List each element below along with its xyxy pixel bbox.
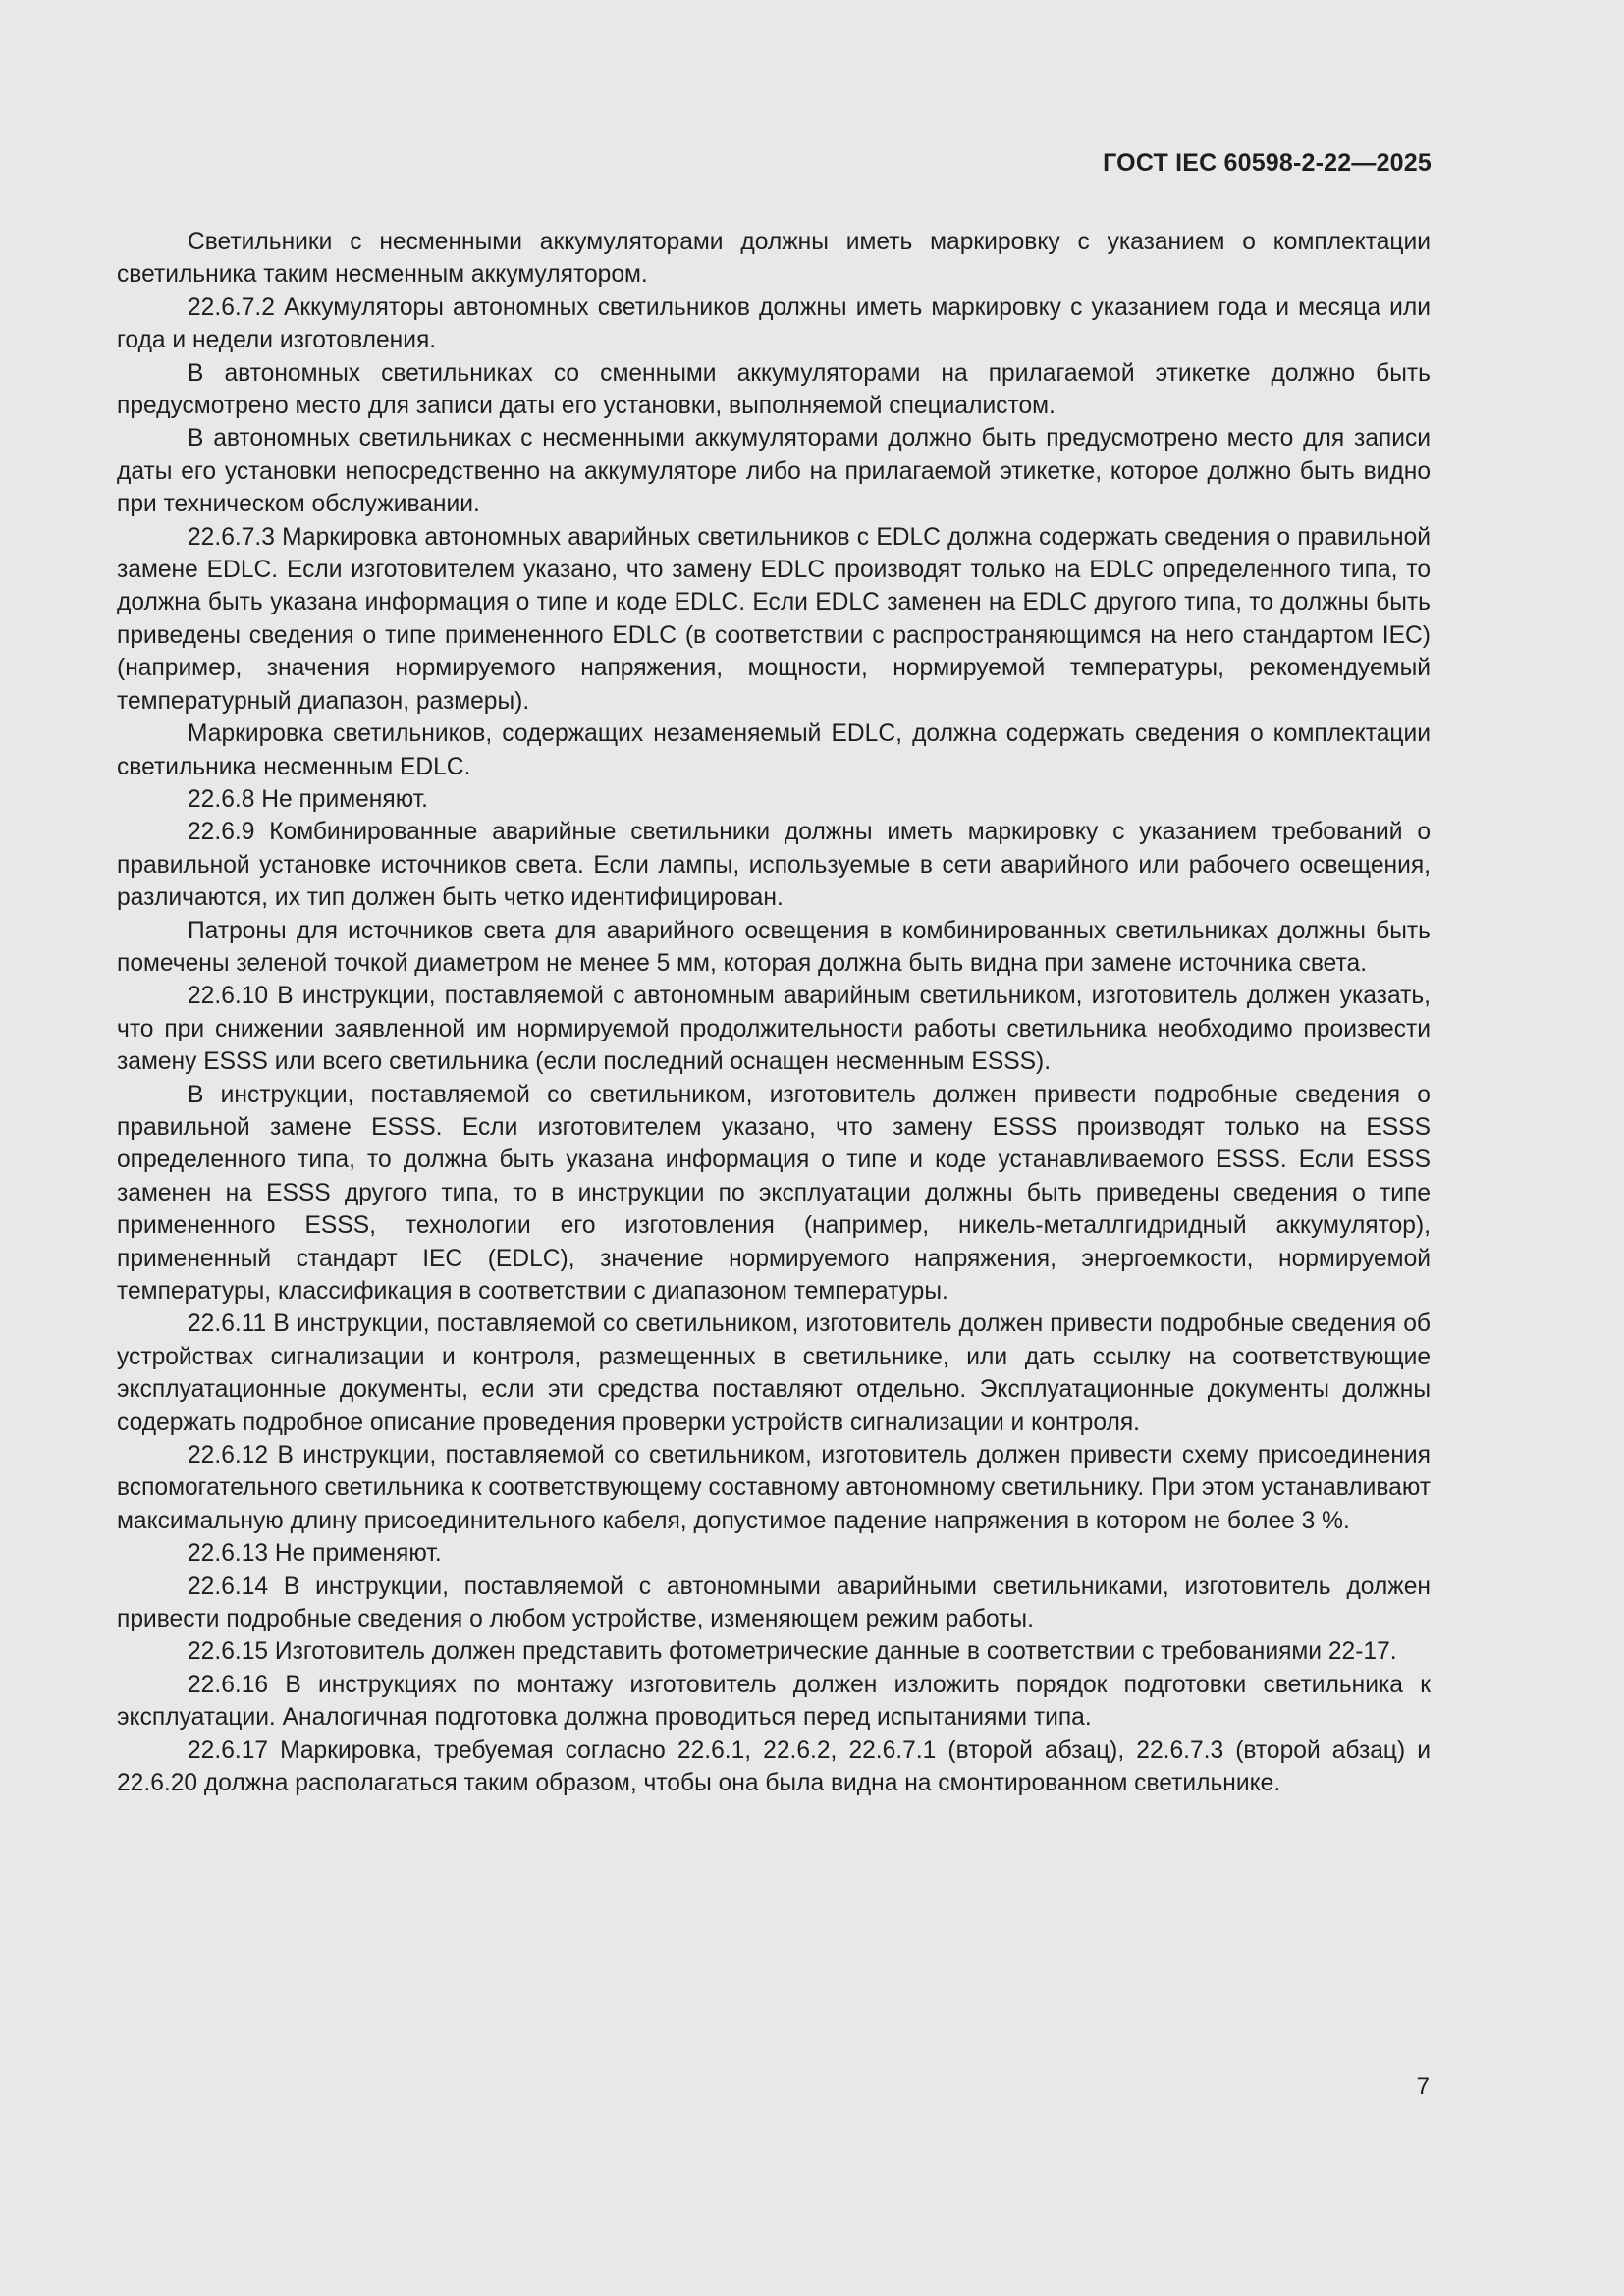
paragraph: 22.6.13 Не применяют. xyxy=(188,1540,442,1568)
paragraph: 22.6.16 В инструкциях по монтажу изготовитель должен изложить порядок подготовки светильника к эксплуатации. Аналогичная подготовка должна проводиться перед испытаниями типа. xyxy=(117,1671,1431,1732)
document-header: ГОСТ IEC 60598-2-22—2025 xyxy=(1103,149,1432,177)
paragraph: В инструкции, поставляемой со светильником, изготовитель должен привести подробные сведения о правильной замене ESSS. Если изготовителем указано, что замену ESSS производят только на ESSS определенного типа, то должна быть указана информация о типе и коде устанавливаемого ESSS. Если ESSS заменен на ESSS другого типа, то в инструкции по эксплуатации должны быть приведены сведения о типе примененного ESSS, технологии его изготовления (например, никель-металлгидридный аккумулятор), примененный стандарт IEC (EDLC), значение нормируемого напряжения, энергоемкости, нормируемой температуры, классификация в соответствии с диапазоном температуры. xyxy=(117,1081,1431,1305)
paragraph: 22.6.7.3 Маркировка автономных аварийных светильников с EDLC должна содержать сведения о правильной замене EDLC. Если изготовителем указано, что замену EDLC производят только на EDLC определенного типа, то должна быть указана информация о типе и коде EDLC. Если EDLC заменен на EDLC другого типа, то должны быть приведены сведения о типе примененного EDLC (в соответствии с распространяющимся на него стандартом IEC) (например, значения нормируемого напряжения, мощности, нормируемой температуры, рекомендуемый температурный диапазон, размеры). xyxy=(117,523,1431,715)
paragraph: 22.6.14 В инструкции, поставляемой с автономными аварийными светильниками, изготовитель должен привести подробные сведения о любом устройстве, изменяющем режим работы. xyxy=(117,1573,1431,1633)
paragraph: Светильники с несменными аккумуляторами должны иметь маркировку с указанием о комплектации светильника таким несменным аккумулятором. xyxy=(117,229,1431,289)
paragraph: 22.6.7.2 Аккумуляторы автономных светильников должны иметь маркировку с указанием года и месяца или года и недели изготовления. xyxy=(117,294,1431,354)
paragraph: В автономных светильниках с несменными аккумуляторами должно быть предусмотрено место для записи даты его установки непосредственно на аккумуляторе либо на прилагаемой этикетке, которое должно быть видно при техническом обслуживании. xyxy=(117,425,1431,518)
page-number: 7 xyxy=(1416,2073,1430,2100)
document-body xyxy=(117,226,1431,1800)
paragraph: Патроны для источников света для аварийного освещения в комбинированных светильниках должны быть помечены зеленой точкой диаметром не менее 5 мм, которая должна быть видна при замене источника света. xyxy=(117,917,1431,977)
paragraph: 22.6.11 В инструкции, поставляемой со светильником, изготовитель должен привести подробные сведения об устройствах сигнализации и контроля, размещенных в светильнике, или дать ссылку на соответствующие эксплуатационные документы, если эти средства поставляют отдельно. Эксплуатационные документы должны содержать подробное описание проведения проверки устройств сигнализации и контроля. xyxy=(117,1310,1431,1436)
paragraph: 22.6.9 Комбинированные аварийные светильники должны иметь маркировку с указанием требований о правильной установке источников света. Если лампы, используемые в сети аварийного или рабочего освещения, различаются, их тип должен быть четко идентифицирован. xyxy=(117,819,1431,912)
paragraph: 22.6.17 Маркировка, требуемая согласно 22.6.1, 22.6.2, 22.6.7.1 (второй абзац), 22.6.7.3 (второй абзац) и 22.6.20 должна располагаться таким образом, чтобы она была видна на смонтированном светильнике. xyxy=(117,1736,1431,1797)
paragraph: 22.6.12 В инструкции, поставляемой со светильником, изготовитель должен привести схему присоединения вспомогательного светильника к соответствующему составному автономному светильнику. При этом устанавливают максимальную длину присоединительного кабеля, допустимое падение напряжения в котором не более 3 %. xyxy=(117,1442,1431,1534)
paragraph: 22.6.10 В инструкции, поставляемой с автономным аварийным светильником, изготовитель должен указать, что при снижении заявленной им нормируемой продолжительности работы светильника необходимо произвести замену ESSS или всего светильника (если последний оснащен несменным ESSS). xyxy=(117,983,1431,1076)
paragraph: Маркировка светильников, содержащих незаменяемый EDLC, должна содержать сведения о комплектации светильника несменным EDLC. xyxy=(117,721,1431,780)
paragraph: 22.6.15 Изготовитель должен представить фотометрические данные в соответствии с требованиями 22-17. xyxy=(188,1638,1397,1666)
paragraph: 22.6.8 Не применяют. xyxy=(188,785,428,813)
paragraph: В автономных светильниках со сменными аккумуляторами на прилагаемой этикетке должно быть предусмотрено место для записи даты его установки, выполняемой специалистом. xyxy=(117,359,1431,420)
